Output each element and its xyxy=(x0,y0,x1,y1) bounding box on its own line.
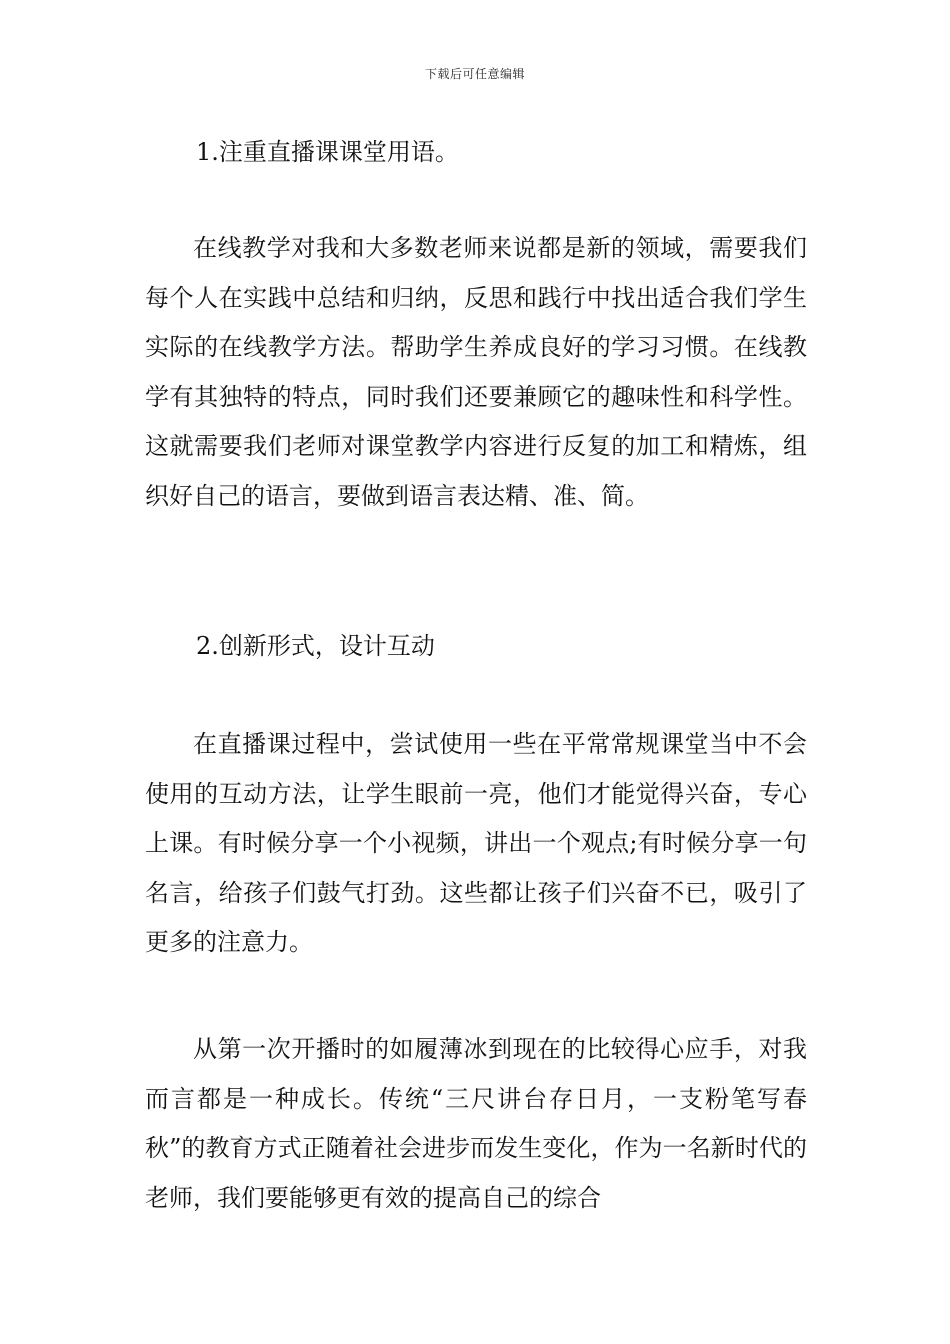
page-header-note: 下载后可任意编辑 xyxy=(424,67,525,81)
closing-paragraph: 从第一次开播时的如履薄冰到现在的比较得心应手，对我而言都是一种成长。传统“三尺讲台存日月，一支粉笔写春秋”的教育方式正随着社会进步而发生变化，作为一名新时代的老师，我们要能够更有效的提高自己的综合 xyxy=(145,1035,807,1212)
section-paragraph-2: 在直播课过程中，尝试使用一些在平常常规课堂当中不会使用的互动方法，让学生眼前一亮，他们才能觉得兴奋，专心上课。有时候分享一个小视频，讲出一个观点;有时候分享一句名言，给孩子们鼓气打劲。这些都让孩子们兴奋不已，吸引了更多的注意力。 xyxy=(145,730,807,956)
section-paragraph-1: 在线教学对我和大多数老师来说都是新的领域，需要我们每个人在实践中总结和归纳，反思和践行中找出适合我们学生实际的在线教学方法。帮助学生养成良好的学习习惯。在线教学有其独特的特点，同时我们还要兼顾它的趣味性和科学性。这就需要我们老师对课堂教学内容进行反复的加工和精炼，组织好自己的语言，要做到语言表达精、准、简。 xyxy=(145,234,807,510)
section-heading-1: 1.注重直播课课堂用语。 xyxy=(196,138,459,166)
section-heading-2: 2.创新形式，设计互动 xyxy=(196,632,435,660)
